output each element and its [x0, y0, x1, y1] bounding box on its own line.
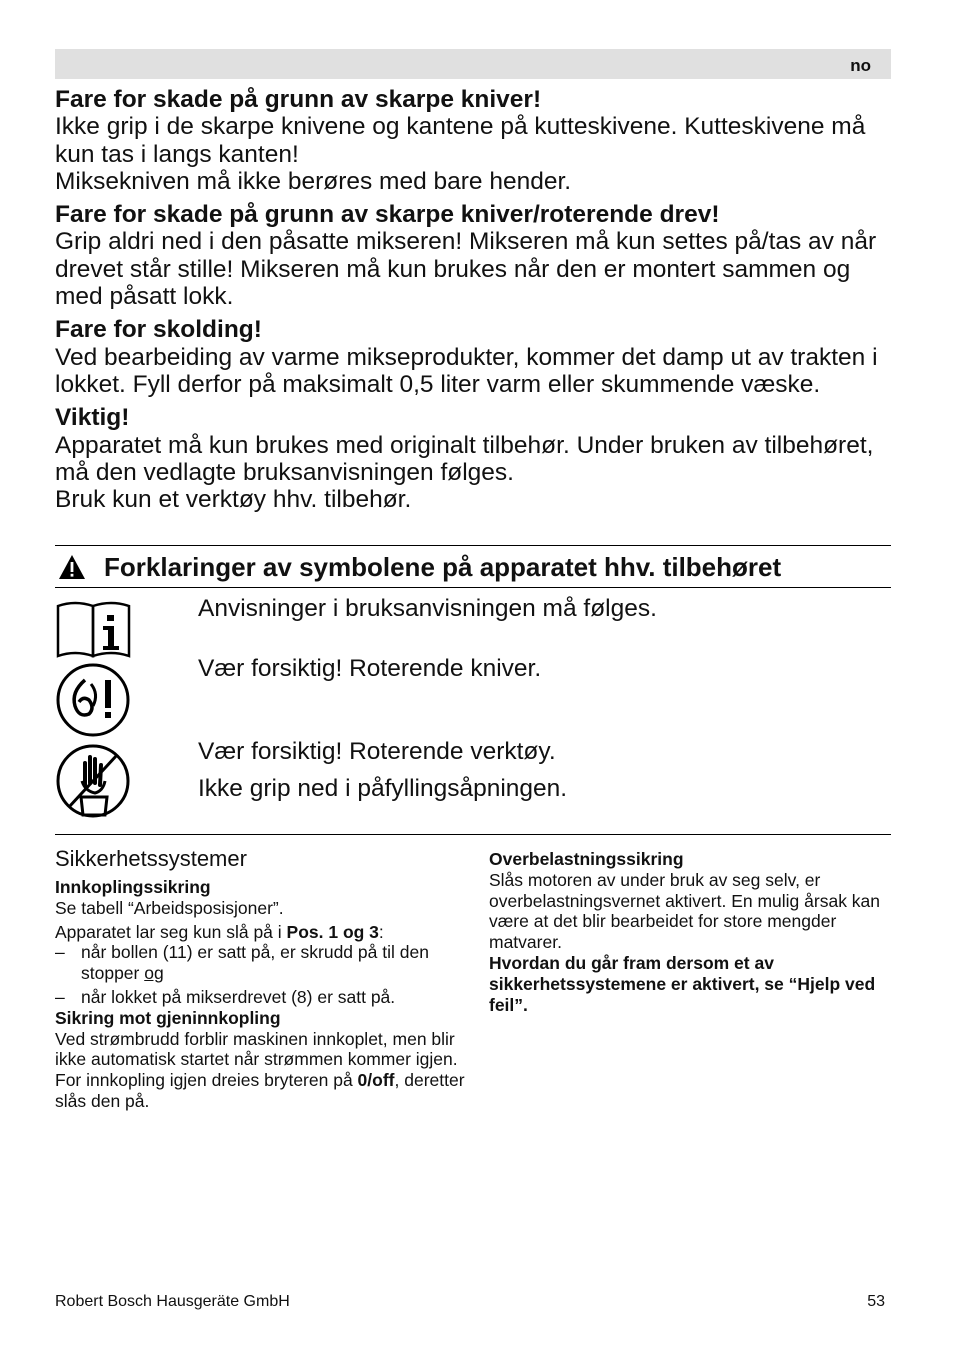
warning-sharp-knives — [55, 86, 895, 195]
paragraph — [55, 1029, 465, 1112]
warning-heading: Viktig! — [55, 404, 130, 432]
text-run: når bollen (11) er satt på, er skrudd på til den stopper — [81, 942, 429, 984]
warnings-section — [55, 86, 895, 519]
symbol-description — [198, 650, 541, 687]
symbols-heading — [55, 550, 891, 584]
bold-run: 0/off — [357, 1070, 395, 1091]
rotating-knife-icon — [55, 662, 133, 740]
warning-text: Ved bearbeiding av varme mikseprodukter, kommer det damp ut av trakten i lokket. Fyll derfor på maksimalt 0,5 liter varm eller skummende væske. — [55, 343, 878, 398]
section-divider — [55, 587, 891, 588]
warning-text: Miksekniven må ikke berøres med bare hender. — [55, 167, 572, 195]
section-divider — [55, 545, 891, 546]
warning-heading: Fare for skade på grunn av skarpe kniver/roterende drev! — [55, 201, 720, 229]
warning-heading: Fare for skolding! — [55, 316, 262, 344]
text-run: Apparatet lar seg kun slå på i — [55, 921, 287, 942]
warning-text: Ikke grip i de skarpe knivene og kantene på kutteskivene. Kutteskivene må kun tas i langs kanten! — [55, 113, 866, 168]
text-run: Ved strømbrudd forblir maskinen innkoplet, men blir ikke automatisk startet når strømmen kommer igjen. For innkopling igjen dreies bryteren på — [55, 1028, 458, 1091]
warning-triangle-icon — [58, 554, 86, 580]
text-run: : — [378, 921, 384, 942]
safety-title: Sikkerhetssystemer — [55, 846, 247, 871]
warning-text: Grip aldri ned i den påsatte mikseren! Mikseren må kun settes på/tas av når drevet står stille! Mikseren må kun brukes når den er montert sammen og med påsatt lokk. — [55, 228, 877, 311]
section-divider — [55, 834, 891, 835]
dash-marker: – — [55, 986, 65, 1007]
safety-right-column — [489, 849, 889, 1015]
warning-rotating-drive — [55, 201, 895, 310]
list-item — [55, 987, 465, 1008]
list-item — [55, 942, 465, 984]
text-run: , deretter slås den på. — [55, 1070, 465, 1111]
warning-text: Bruk kun et verktøy hhv. tilbehør. — [55, 486, 412, 514]
symbol-text-line: Anvisninger i bruksanvisningen må følges. — [198, 595, 657, 622]
paragraph: Slås motoren av under bruk av seg selv, er overbelastningsvernet aktivert. En mulig årsak kan være at det blir bearbeidet for store mengder matvarer. — [489, 869, 881, 953]
warning-heading: Fare for skade på grunn av skarpe kniver! — [55, 86, 542, 113]
warning-scalding — [55, 316, 895, 398]
footer-company: Robert Bosch Hausgeräte GmbH — [55, 1293, 290, 1310]
bold-run: Pos. 1 og 3 — [286, 921, 379, 942]
subheading-switch-on-lock: Innkoplingssikring — [55, 877, 211, 897]
symbol-text-line: Vær forsiktig! Roterende kniver. — [198, 655, 542, 682]
warning-important — [55, 404, 895, 513]
safety-left-column — [55, 845, 465, 1112]
underlined-run: og — [144, 963, 164, 984]
symbol-text-line: Vær forsiktig! Roterende verktøy. — [198, 738, 556, 765]
warning-text: Apparatet må kun brukes med originalt tilbehør. Under bruken av tilbehøret, må den vedlagte bruksanvisningen følges. — [55, 431, 874, 486]
paragraph — [55, 922, 465, 943]
no-hand-icon — [55, 741, 133, 825]
symbols-heading-text: Forklaringer av symbolene på apparatet hhv. tilbehøret — [104, 552, 782, 582]
language-bar — [55, 49, 891, 79]
symbol-text-line: Ikke grip ned i påfyllingsåpningen. — [198, 775, 568, 802]
paragraph-bold: Hvordan du går fram dersom et av sikkerhetssystemene er aktivert, se “Hjelp ved feil”. — [489, 952, 876, 1015]
symbol-description — [198, 733, 567, 807]
text-run: når lokket på mikserdrevet (8) er satt på. — [81, 986, 396, 1007]
dash-marker: – — [55, 942, 65, 963]
subheading-overload: Overbelastningssikring — [489, 849, 684, 869]
subheading-restart-lock: Sikring mot gjeninnkopling — [55, 1007, 281, 1028]
symbol-description — [198, 590, 657, 627]
language-code: no — [850, 56, 871, 75]
page-number: 53 — [867, 1293, 885, 1310]
book-info-icon — [55, 600, 133, 664]
paragraph: Se tabell “Arbeidsposisjoner”. — [55, 897, 284, 918]
